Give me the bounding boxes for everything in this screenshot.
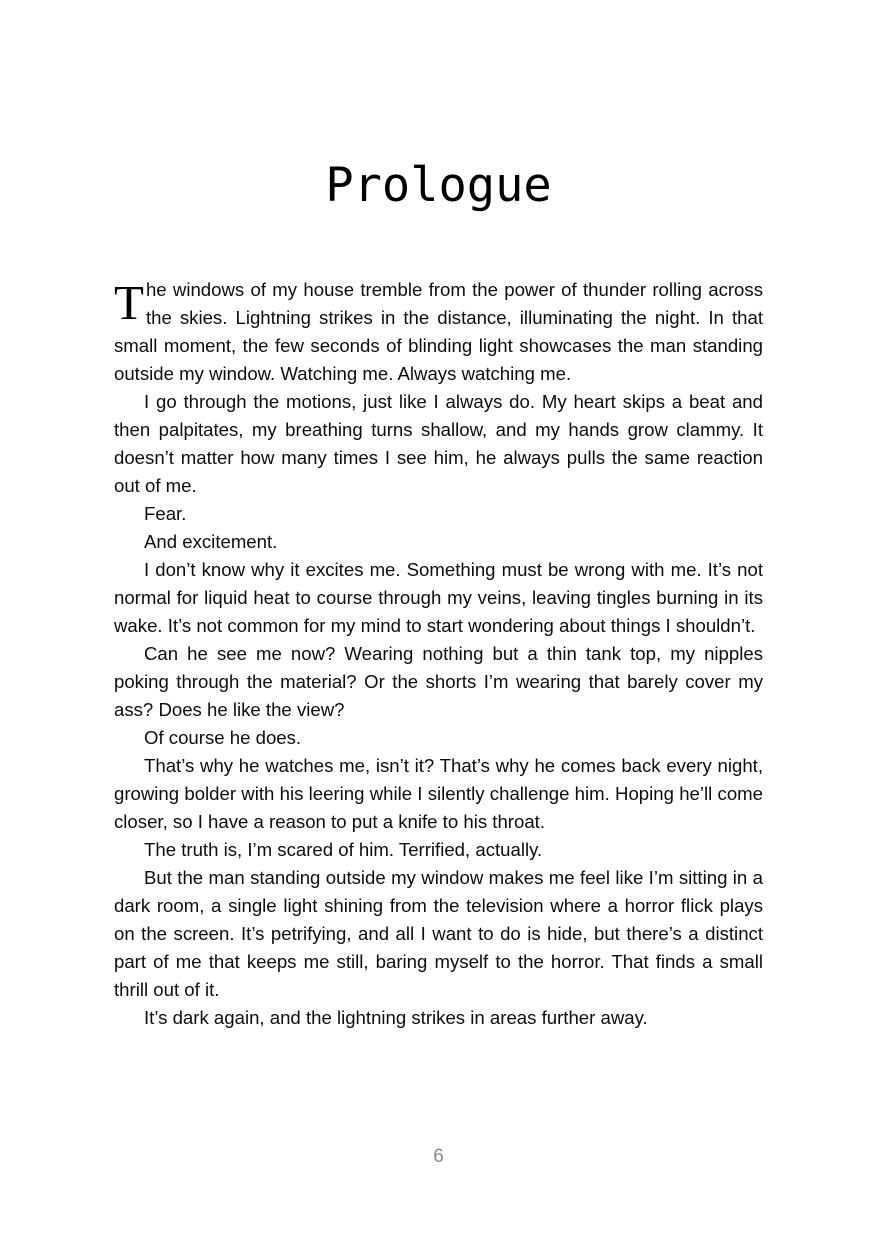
page-number: 6	[433, 1146, 444, 1167]
paragraph	[114, 864, 763, 1004]
paragraph	[114, 500, 763, 528]
paragraph-text: But the man standing outside my window makes me feel like I’m sitting in a dark room, a single light shining from the television where a horror flick plays on the screen. It’s petrifying, and all I want to do is hide, but there’s a distinct part of me that keeps me still, baring myself to the horror. That finds a small thrill out of it.	[114, 867, 763, 1000]
paragraph	[114, 388, 763, 500]
paragraph-text: I don’t know why it excites me. Something must be wrong with me. It’s not normal for liquid heat to course through my veins, leaving tingles burning in its wake. It’s not common for my mind to start wondering about things I shouldn’t.	[114, 559, 763, 636]
paragraph	[114, 276, 763, 388]
body-text-block	[114, 276, 763, 1032]
paragraph	[114, 724, 763, 752]
paragraph	[114, 836, 763, 864]
drop-cap: T	[114, 275, 144, 330]
paragraph-text: he windows of my house tremble from the power of thunder rolling across the skies. Lightning strikes in the distance, illuminating the night. In that small moment, the few seconds of blinding light showcases the man standing outside my window. Watching me. Always watching me.	[114, 279, 763, 384]
paragraph-text: Fear.	[144, 503, 187, 524]
paragraph-text: Of course he does.	[144, 727, 302, 748]
paragraph-text: That’s why he watches me, isn’t it? That’s why he comes back every night, growing bolder with his leering while I silently challenge him. Hoping he’ll come closer, so I have a reason to put a knife to his throat.	[114, 755, 763, 832]
paragraph-text: I go through the motions, just like I always do. My heart skips a beat and then palpitates, my breathing turns shallow, and my hands grow clammy. It doesn’t matter how many times I see him, he always pulls the same reaction out of me.	[114, 391, 763, 496]
paragraph-text: It’s dark again, and the lightning strikes in areas further away.	[144, 1007, 648, 1028]
paragraph	[114, 528, 763, 556]
paragraph-text: The truth is, I’m scared of him. Terrified, actually.	[144, 839, 543, 860]
paragraph-text: And excitement.	[144, 531, 278, 552]
page-title: Prologue	[325, 158, 552, 214]
paragraph	[114, 556, 763, 640]
paragraph-text: Can he see me now? Wearing nothing but a thin tank top, my nipples poking through the material? Or the shorts I’m wearing that barely cover my ass? Does he like the view?	[114, 643, 763, 720]
paragraph	[114, 640, 763, 724]
paragraph	[114, 1004, 763, 1032]
paragraph	[114, 752, 763, 836]
